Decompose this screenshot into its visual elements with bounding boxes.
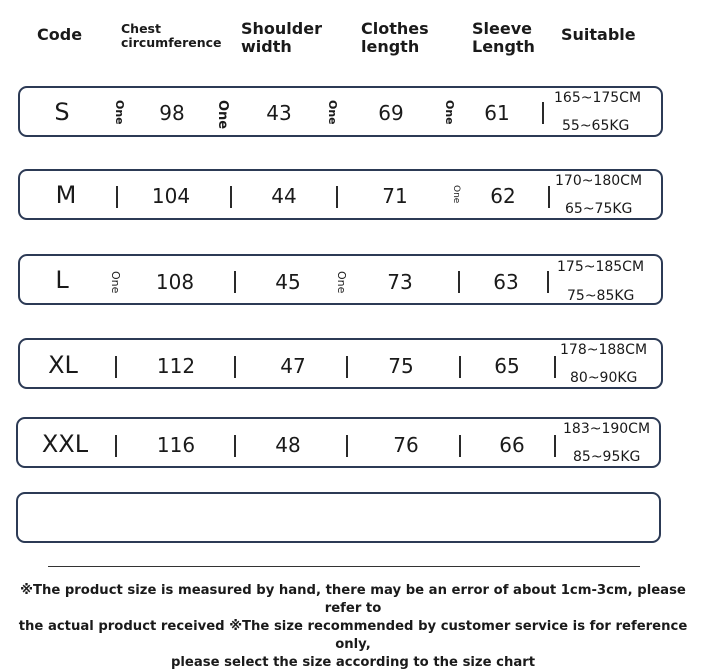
divider-bar [115,356,117,378]
header-shoulder [241,20,322,57]
suitable-weight: 85~95KG [573,449,641,465]
chest-value: 98 [159,101,185,125]
divider-one-mark: One [451,185,461,204]
empty-row [16,492,661,543]
divider-bar [548,186,550,208]
divider-bar [336,186,338,208]
size-code: S [54,98,70,126]
suitable-height: 170~180CM [555,173,643,189]
divider-bar [459,435,461,457]
header-clothes [361,20,429,57]
clothes-length-value: 73 [387,270,413,294]
shoulder-value: 45 [275,270,301,294]
suitable-height: 178~188CM [560,342,648,358]
chest-value: 108 [155,270,195,294]
disclaimer-line1: ※The product size is measured by hand, there may be an error of about 1cm-3cm, please refer to [20,583,686,616]
header-sleeve-line1: Sleeve [472,19,532,38]
clothes-length-value: 75 [388,354,414,378]
chest-value: 104 [151,184,191,208]
size-row-m [18,169,663,220]
suitable-weight: 80~90KG [570,370,638,386]
size-row-l [18,254,663,305]
divider-bar [116,186,118,208]
size-code: XL [48,351,78,379]
header-shoulder-line1: Shoulder [241,19,322,38]
divider-one-mark: One [326,100,339,125]
header-code: Code [37,25,83,44]
suitable-height: 165~175CM [554,90,642,106]
clothes-length-value: 71 [382,184,408,208]
size-row-s [18,86,663,137]
sleeve-length-value: 61 [484,101,510,125]
suitable-weight: 65~75KG [565,201,633,217]
divider-one-mark: One [335,271,348,294]
divider-bar [234,271,236,293]
divider-bar [554,435,556,457]
divider-bar [346,356,348,378]
clothes-length-value: 69 [378,101,404,125]
header-chest-line1: Chest [121,21,161,36]
size-code: M [55,181,77,209]
divider-bar [115,435,117,457]
header-chest-line2: circumference [121,35,222,51]
divider-one-mark: One [443,100,456,125]
divider-bar [547,271,549,293]
header-chest [121,22,222,51]
shoulder-value: 43 [266,101,292,125]
divider-one-mark: One [215,100,230,130]
divider-bar [458,271,460,293]
header-sleeve-line2: Length [472,37,535,57]
size-row-xl [18,338,663,389]
divider-bar [230,186,232,208]
clothes-length-value: 76 [393,433,419,457]
divider-one-mark: One [109,271,122,294]
sleeve-length-value: 62 [490,184,516,208]
divider-line [48,566,640,567]
divider-bar [234,435,236,457]
shoulder-value: 44 [271,184,297,208]
size-code: L [55,266,69,294]
disclaimer-line3: please select the size according to the size chart [170,655,536,670]
divider-one-mark: One [113,100,126,125]
header-suitable: Suitable [561,25,636,44]
sleeve-length-value: 63 [493,270,519,294]
divider-bar [554,356,556,378]
shoulder-value: 47 [280,354,306,378]
suitable-weight: 75~85KG [567,288,635,304]
divider-bar [346,435,348,457]
header-clothes-line1: Clothes [361,19,429,38]
divider-bar [459,356,461,378]
size-row-xxl [16,417,661,468]
header-shoulder-line2: width [241,37,292,57]
suitable-weight: 55~65KG [562,118,630,134]
sleeve-length-value: 65 [494,354,520,378]
disclaimer-line2: the actual product received ※The size recommended by customer service is for reference only, [18,619,688,652]
divider-bar [542,102,544,124]
header-sleeve [472,20,535,57]
chest-value: 116 [156,433,196,457]
divider-bar [234,356,236,378]
size-disclaimer [6,582,700,672]
chest-value: 112 [156,354,196,378]
size-code: XXL [41,430,89,458]
suitable-height: 175~185CM [557,259,645,275]
shoulder-value: 48 [275,433,301,457]
sleeve-length-value: 66 [499,433,525,457]
header-clothes-line2: length [361,37,420,57]
suitable-height: 183~190CM [563,421,651,437]
